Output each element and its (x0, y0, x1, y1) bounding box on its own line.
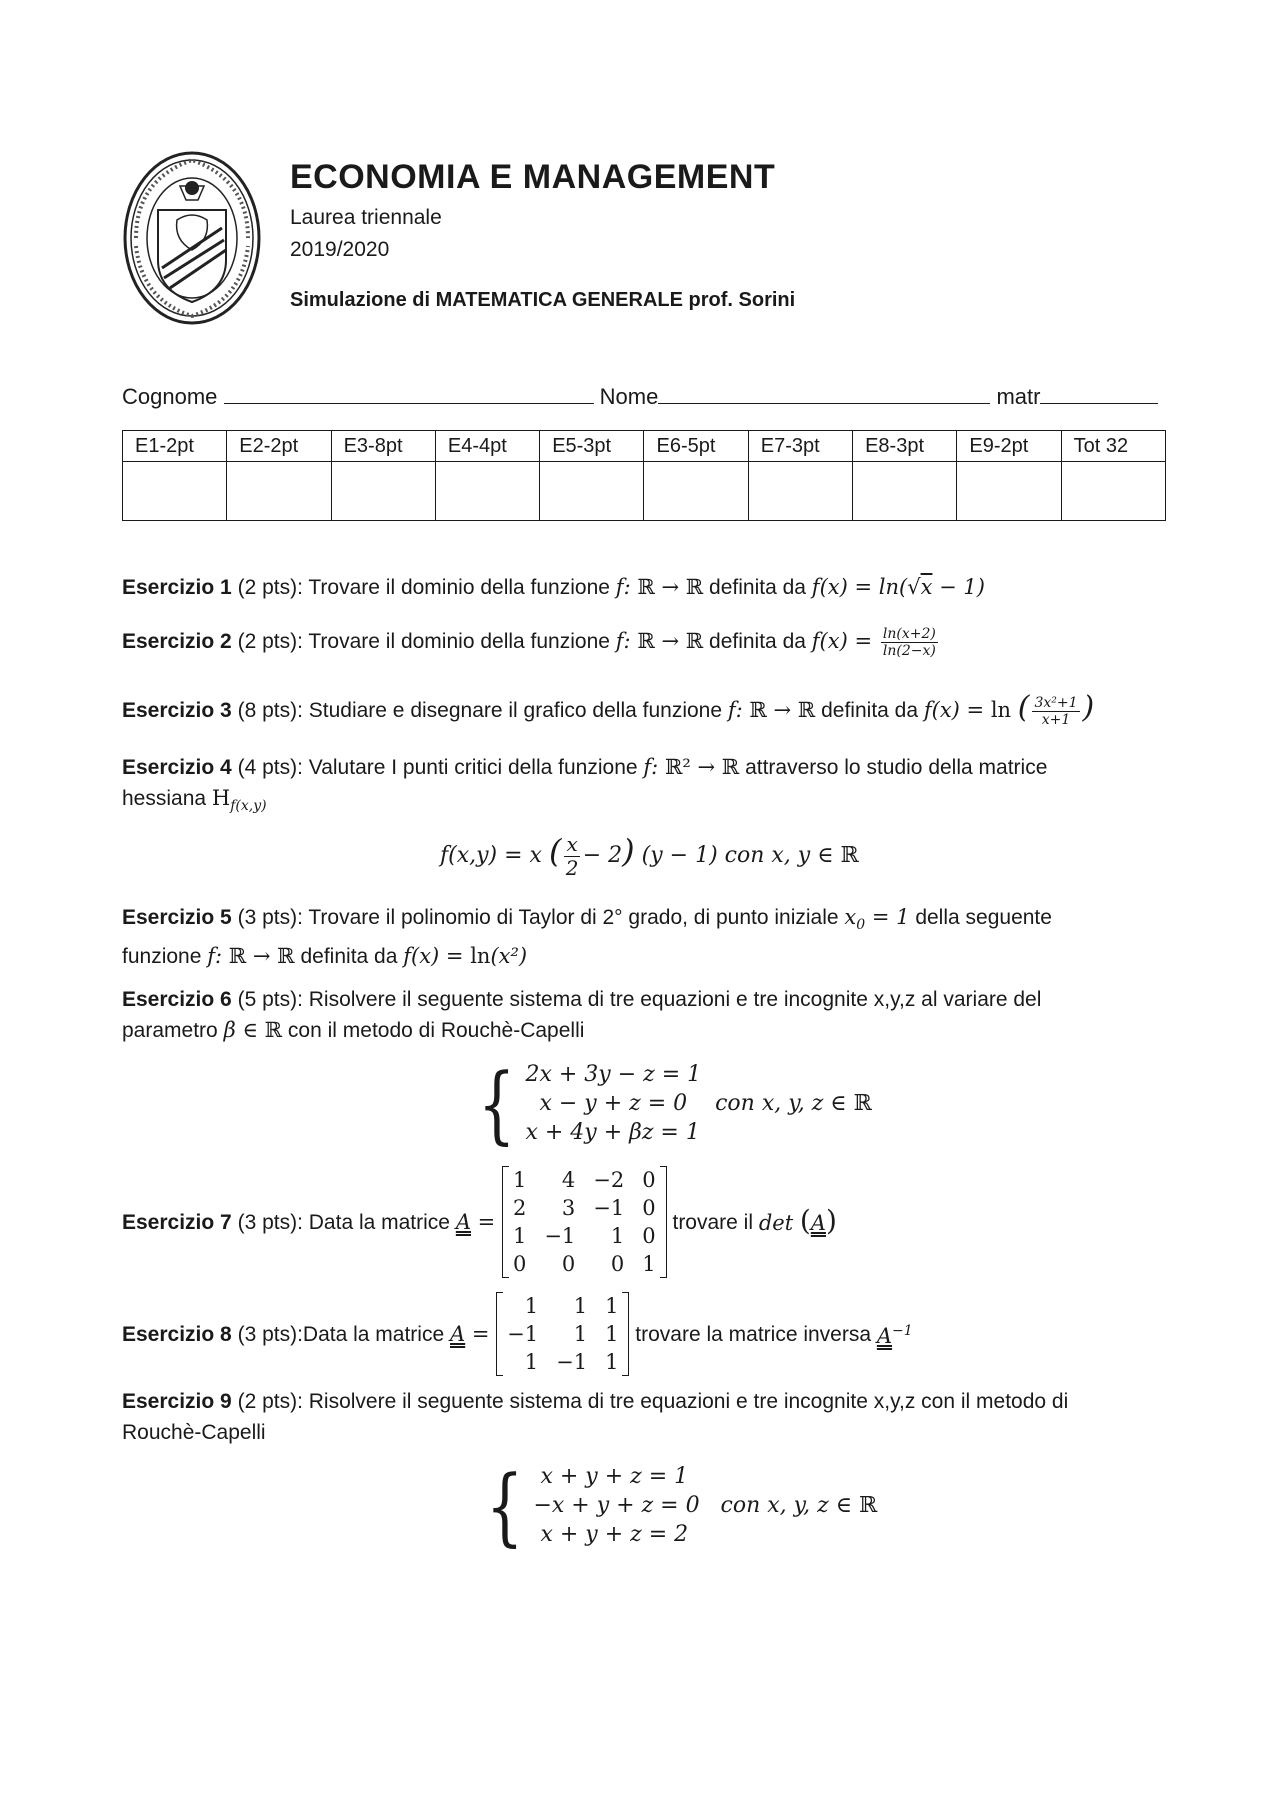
student-id-line (122, 384, 1158, 410)
score-cell[interactable] (331, 462, 435, 521)
exercise-text: Rouchè-Capelli (122, 1421, 266, 1444)
exercise-text: con il metodo di Rouchè-Capelli (287, 1019, 585, 1042)
grade-header: E2-2pt (227, 431, 331, 462)
score-cell[interactable] (957, 462, 1061, 521)
academic-year: 2019/2020 (290, 238, 390, 261)
exercise-text: trovare la matrice inversa (635, 1322, 872, 1346)
exercise-2: Esercizio 2 (2 pts): Trovare il dominio della funzione f: ℝ → ℝ definita da f(x) = $\frac{\ln(x+2)}{\ln(2-x)}$ (122, 626, 936, 660)
exercise-text: (3 pts): Trovare il polinomio di Taylor di 2° grado, di punto iniziale (237, 906, 839, 929)
score-cell[interactable] (1061, 462, 1165, 521)
exercise-text: (5 pts): Risolvere il seguente sistema di tre equazioni e tre incognite x,y,z al variare del (237, 988, 1042, 1011)
math-formula: f (615, 575, 624, 599)
surname-field[interactable] (224, 385, 594, 404)
degree-label: Laurea triennale (290, 206, 442, 229)
exercise-text: (3 pts): Data la matrice (237, 1210, 450, 1234)
grade-header: Tot 32 (1061, 431, 1165, 462)
grade-header: E7-3pt (748, 431, 852, 462)
equation-system: { 2x + 3y − z = 1 x − y + z = 0 con x, y, z ∈ ℝ x + 4y + βz = 1 (478, 1054, 872, 1153)
grade-header: E3-8pt (331, 431, 435, 462)
math-formula: f(x,y) = x ( $\frac{x}{2}$ − 2) (y − 1) con x, y ∈ ℝ (440, 831, 859, 880)
matrix-3x3: 1 1 1 −1 1 1 1 −1 1 (496, 1292, 629, 1376)
exercise-text: (4 pts): Valutare I punti critici della funzione (237, 756, 638, 779)
exercise-6: Esercizio 6 (5 pts): Risolvere il seguente sistema di tre equazioni e tre incognite x,y,z al variare del parametro β ∈ ℝ con il metodo di Rouchè-Capelli (122, 988, 1042, 1042)
university-seal-logo (122, 150, 262, 326)
score-cell[interactable] (644, 462, 748, 521)
grades-header-row (123, 431, 1166, 462)
exercise-label: Esercizio 7 (122, 1210, 232, 1234)
exercise-text: definita da (821, 699, 919, 722)
exercise-text: della seguente (915, 906, 1052, 929)
grade-header: E8-3pt (853, 431, 957, 462)
exercise-text: (2 pts): Trovare il dominio della funzione (237, 630, 610, 654)
exercise-3: Esercizio 3 (8 pts): Studiare e disegnare il grafico della funzione f: ℝ → ℝ definita da f(x) = ln ( $\frac{\text{3x²+1}}{x+1}$ ) (122, 690, 1095, 728)
matrix-4x4: 1 4 −2 0 2 3 −1 0 1 −1 1 0 0 0 0 1 (502, 1166, 667, 1278)
exercise-label: Esercizio 3 (122, 699, 232, 722)
exercise-label: Esercizio 2 (122, 630, 232, 654)
matr-label: matr (996, 384, 1041, 409)
exercise-text: definita da (709, 576, 806, 599)
exercise-8: Esercizio 8 (3 pts):Data la matrice A = 1 1 1 −1 1 1 1 −1 1 trovare la matrice inversa $A^{-1}$ (122, 1294, 913, 1374)
grade-header: E9-2pt (957, 431, 1061, 462)
grade-header: E1-2pt (123, 431, 227, 462)
exercise-label: Esercizio 8 (122, 1322, 232, 1346)
grade-header: E6-5pt (644, 431, 748, 462)
matr-field[interactable] (1040, 385, 1158, 404)
exercise-text: (2 pts): Trovare il dominio della funzione (237, 576, 610, 599)
surname-label: Cognome (122, 384, 218, 409)
math-formula: f(x) = ln(x²) (403, 944, 528, 969)
exercise-5: Esercizio 5 (3 pts): Trovare il polinomio di Taylor di 2° grado, di punto iniziale $x_0 = 1$ della seguente funzione f: ℝ → ℝ definita da f(x) = ln(x²) (122, 905, 1052, 969)
exercise-text: (2 pts): Risolvere il seguente sistema di tre equazioni e tre incognite x,y,z con il metodo di (237, 1390, 1069, 1413)
name-label: Nome (599, 384, 659, 409)
score-cell[interactable] (540, 462, 644, 521)
exercise-text: hessiana (122, 787, 207, 810)
grades-table (122, 430, 1166, 521)
score-cell[interactable] (435, 462, 539, 521)
score-cell[interactable] (853, 462, 957, 521)
score-cell[interactable] (748, 462, 852, 521)
exam-title: Simulazione di MATEMATICA GENERALE prof. Sorini (290, 289, 796, 311)
exercise-label: Esercizio 5 (122, 906, 232, 929)
grade-header: E4-4pt (435, 431, 539, 462)
fraction: $\frac{\ln(x+2)}{\ln(2-x)}$ (882, 626, 936, 660)
exercise-text: definita da (300, 945, 398, 969)
grades-score-row (123, 462, 1166, 521)
exercise-label: Esercizio 6 (122, 988, 232, 1011)
score-cell[interactable] (227, 462, 331, 521)
exercise-7: Esercizio 7 (3 pts): Data la matrice A = 1 4 −2 0 2 3 −1 0 1 −1 1 0 0 0 0 1 trovare il det (A) (122, 1168, 837, 1276)
exercise-text: parametro (122, 1019, 218, 1042)
exercise-label: Esercizio 4 (122, 756, 232, 779)
fraction: $\frac{\text{3x²+1}}{x+1}$ (1034, 694, 1078, 728)
exercise-text: (8 pts): Studiare e disegnare il grafico della funzione (237, 699, 723, 722)
math-formula: f(x) = ln(√x − 1) (811, 575, 985, 599)
grade-header: E5-3pt (540, 431, 644, 462)
exercise-text: attraverso lo studio della matrice (745, 756, 1048, 779)
exercise-text: definita da (709, 630, 806, 654)
exercise-text: (3 pts):Data la matrice (237, 1322, 445, 1346)
exercise-text: funzione (122, 945, 202, 969)
equation-system: { x + y + z = 1 −x + y + z = 0 con x, y, z ∈ ℝ x + y + z = 2 (486, 1456, 878, 1555)
exercise-label: Esercizio 1 (122, 576, 232, 599)
exercise-text: trovare il (672, 1210, 754, 1234)
score-cell[interactable] (123, 462, 227, 521)
exercise-1: Esercizio 1 (2 pts): Trovare il dominio della funzione f: ℝ → ℝ definita da f(x) = ln(√x − 1) (122, 575, 985, 599)
name-field[interactable] (658, 385, 990, 404)
math-formula: f(x) = ln ( (923, 690, 1030, 725)
math-formula: f(x) = (811, 629, 873, 654)
exercise-4: Esercizio 4 (4 pts): Valutare I punti critici della funzione f: ℝ² → ℝ attraverso lo studio della matrice hessiana $H_{f(x,y)}$ (122, 755, 1048, 815)
faculty-title: ECONOMIA E MANAGEMENT (290, 158, 776, 196)
exercise-label: Esercizio 9 (122, 1390, 232, 1413)
exercise-9 (122, 1386, 1182, 1448)
